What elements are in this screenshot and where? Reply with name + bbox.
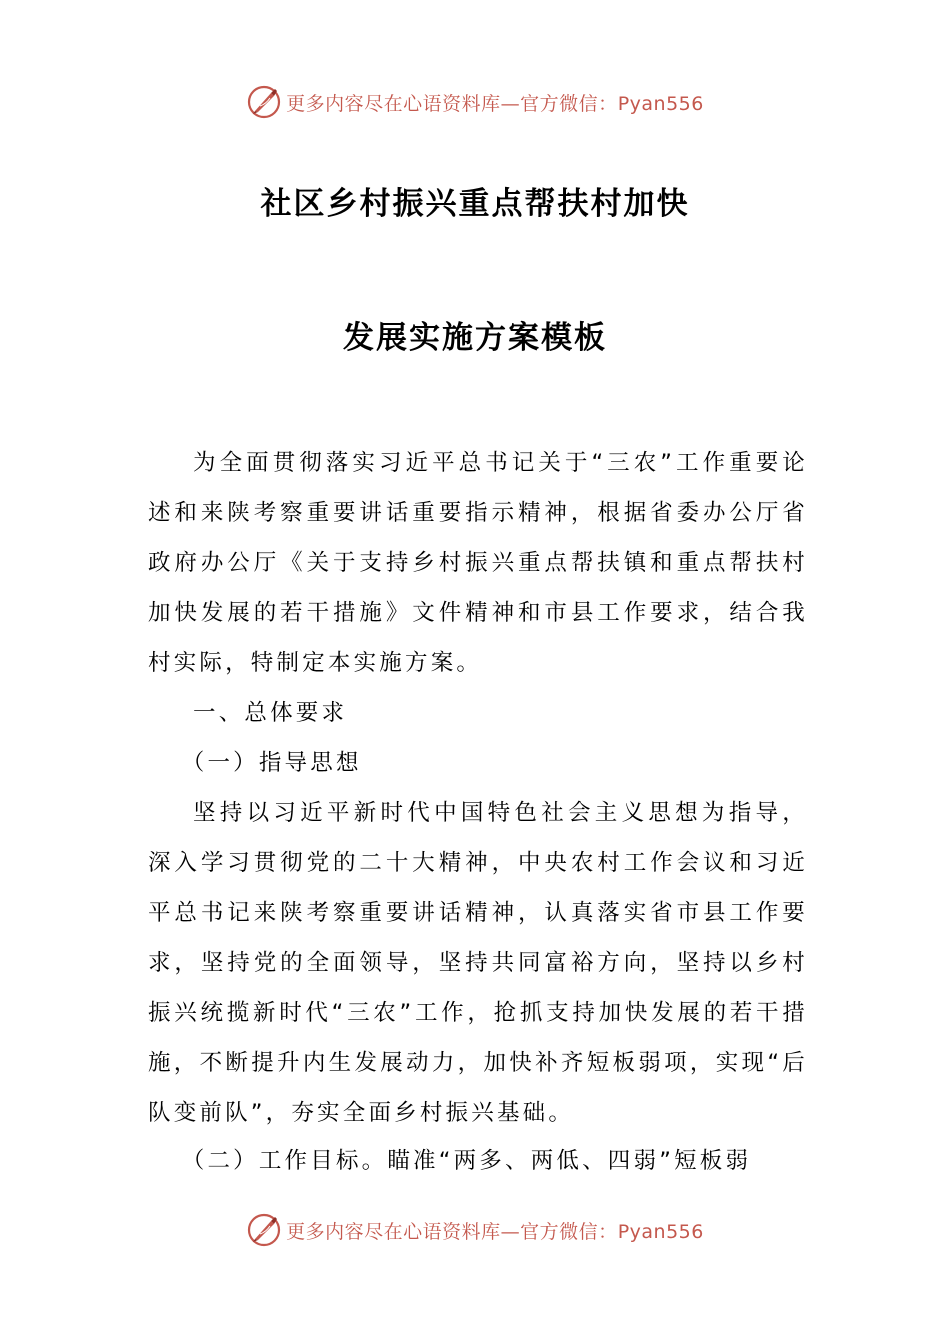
section1-heading: 一、总体要求 [193, 700, 348, 726]
paragraph-intro: 为全面贯彻落实习近平总书记关于“三农”工作重要论述和来陕考察重要讲话重要指示精神，根据省委办公厅省政府办公厅《关于支持乡村振兴重点帮扶镇和重点帮扶村加快发展的若干措施》文件精神和市县工作要求，结合我村实际，特制定本实施方案。 [148, 450, 808, 676]
watermark-contact-id: Pyan556 [617, 92, 704, 115]
watermark-contact-id: Pyan556 [617, 1220, 704, 1243]
body-block-section1 [148, 688, 808, 788]
body-block-guiding-thought [148, 788, 808, 1138]
document-title-line2: 发展实施方案模板 [343, 320, 607, 356]
section1-sub2-heading: （二）工作目标。瞄准“两多、两低、四弱”短板弱 [181, 1148, 752, 1174]
watermark-contact-label: 官方微信： [520, 1220, 618, 1243]
quill-logo-icon [246, 1212, 282, 1248]
document-title-line1: 社区乡村振兴重点帮扶村加快 [260, 186, 690, 222]
watermark-header [0, 80, 950, 124]
watermark-contact-label: 官方微信： [520, 92, 618, 115]
watermark-text [286, 1217, 704, 1244]
watermark-footer [0, 1208, 950, 1252]
watermark-site: 更多内容尽在心语资料库 [286, 92, 501, 115]
quill-logo-icon [246, 84, 282, 120]
body-block-intro [148, 438, 808, 688]
body-block-work-goals [148, 1136, 808, 1186]
watermark-separator: — [500, 1220, 521, 1243]
watermark-text [286, 89, 704, 116]
watermark-site: 更多内容尽在心语资料库 [286, 1220, 501, 1243]
watermark-separator: — [500, 92, 521, 115]
section1-sub1-heading: （一）指导思想 [181, 750, 362, 776]
paragraph-guiding-thought: 坚持以习近平新时代中国特色社会主义思想为指导，深入学习贯彻党的二十大精神，中央农村工作会议和习近平总书记来陕考察重要讲话精神，认真落实省市县工作要求，坚持党的全面领导，坚持共同富裕方向，坚持以乡村振兴统揽新时代“三农”工作，抢抓支持加快发展的若干措施，不断提升内生发展动力，加快补齐短板弱项，实现“后队变前队”，夯实全面乡村振兴基础。 [148, 800, 808, 1126]
